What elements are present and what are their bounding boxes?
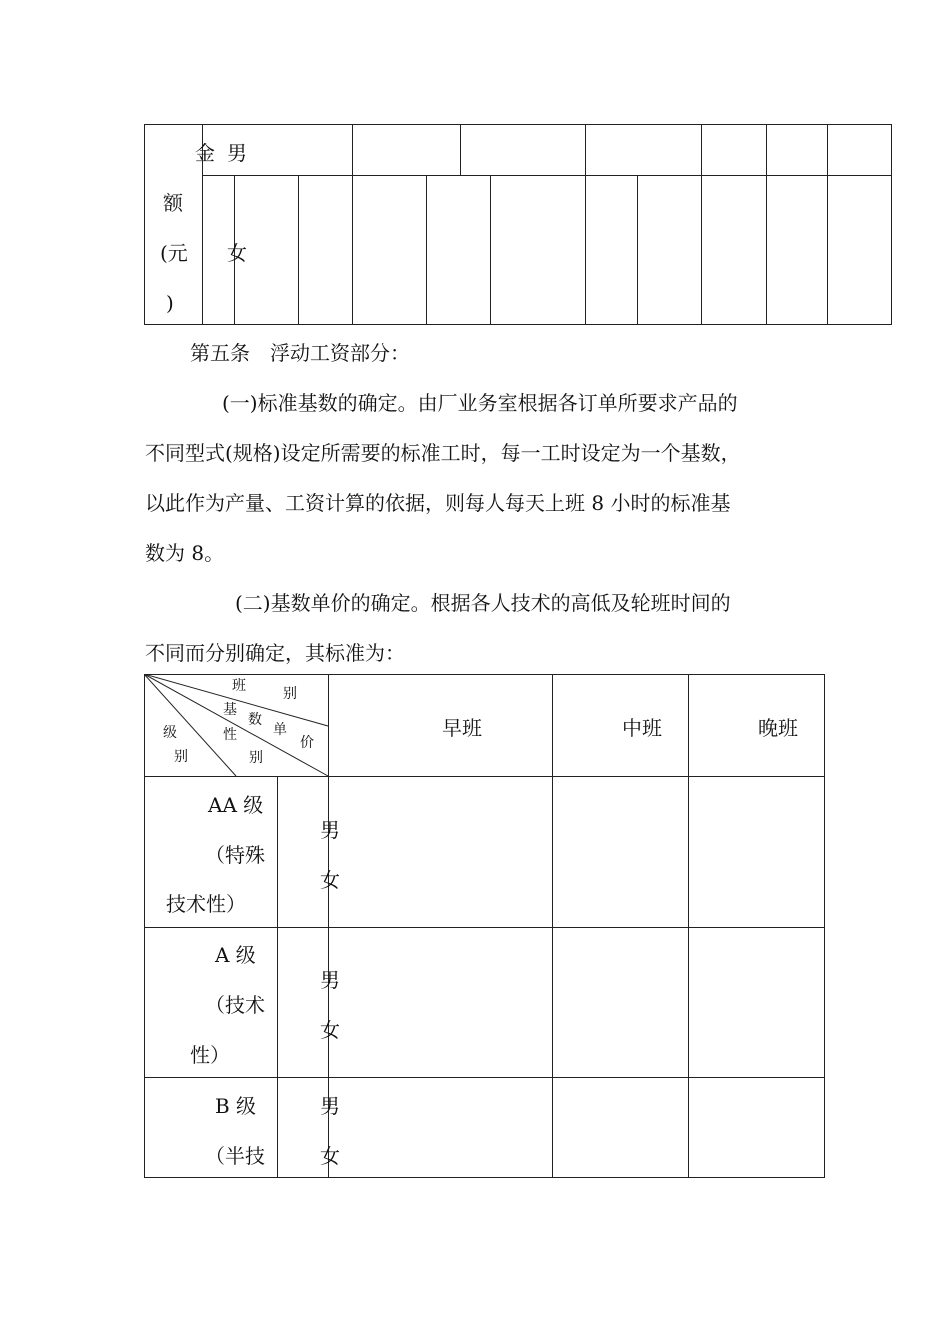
header-ji: 基: [223, 702, 237, 718]
amount-label-close: ): [166, 291, 174, 315]
amount-label-yuan: (元: [160, 241, 188, 265]
column-early-shift: 早班: [442, 716, 482, 740]
row-b-line-2: （半技: [205, 1144, 265, 1168]
female-label: 女: [227, 241, 247, 265]
paragraph-1-line-4: 数为 8。: [145, 541, 225, 565]
row-b-female: 女: [320, 1144, 340, 1168]
paragraph-1-line-3: 以此作为产量、工资计算的依据，则每人每天上班 8 小时的标准基: [145, 491, 731, 515]
amount-label-e: 额: [163, 191, 183, 215]
header-bie-1: 别: [283, 686, 297, 702]
column-night-shift: 晚班: [758, 716, 798, 740]
header-bie-2: 别: [174, 749, 188, 765]
male-label: 男: [227, 141, 247, 165]
header-jia: 价: [300, 735, 314, 751]
paragraph-2-line-2: 不同而分别确定，其标准为：: [145, 641, 405, 665]
row-a-line-1: A 级: [215, 943, 256, 967]
row-b-line-1: B 级: [215, 1094, 257, 1118]
header-xing: 性: [223, 727, 237, 743]
amount-label-jin: 金: [195, 141, 215, 165]
row-a-line-2: （技术: [205, 993, 265, 1017]
header-dan: 单: [273, 722, 287, 738]
row-a-female: 女: [320, 1018, 340, 1042]
row-aa-male: 男: [320, 818, 340, 842]
header-ji2: 级: [163, 725, 177, 741]
paragraph-2-line-1: (二)基数单价的确定。根据各人技术的高低及轮班时间的: [235, 591, 731, 615]
row-b-male: 男: [320, 1094, 340, 1118]
row-a-line-3: 性）: [190, 1043, 230, 1067]
row-aa-line-3: 技术性）: [166, 892, 246, 916]
row-aa-line-2: （特殊: [205, 843, 265, 867]
paragraph-1-line-1: (一)标准基数的确定。由厂业务室根据各订单所要求产品的: [222, 391, 738, 415]
column-middle-shift: 中班: [622, 716, 662, 740]
header-ban: 班: [232, 678, 246, 694]
row-aa-line-1: AA 级: [208, 793, 264, 817]
article-heading: 第五条 浮动工资部分：: [190, 341, 410, 365]
header-shu: 数: [248, 712, 262, 728]
paragraph-1-line-2: 不同型式(规格)设定所需要的标准工时，每一工时设定为一个基数，: [145, 441, 741, 465]
header-bie-3: 别: [249, 750, 263, 766]
row-aa-female: 女: [320, 868, 340, 892]
row-a-male: 男: [320, 968, 340, 992]
